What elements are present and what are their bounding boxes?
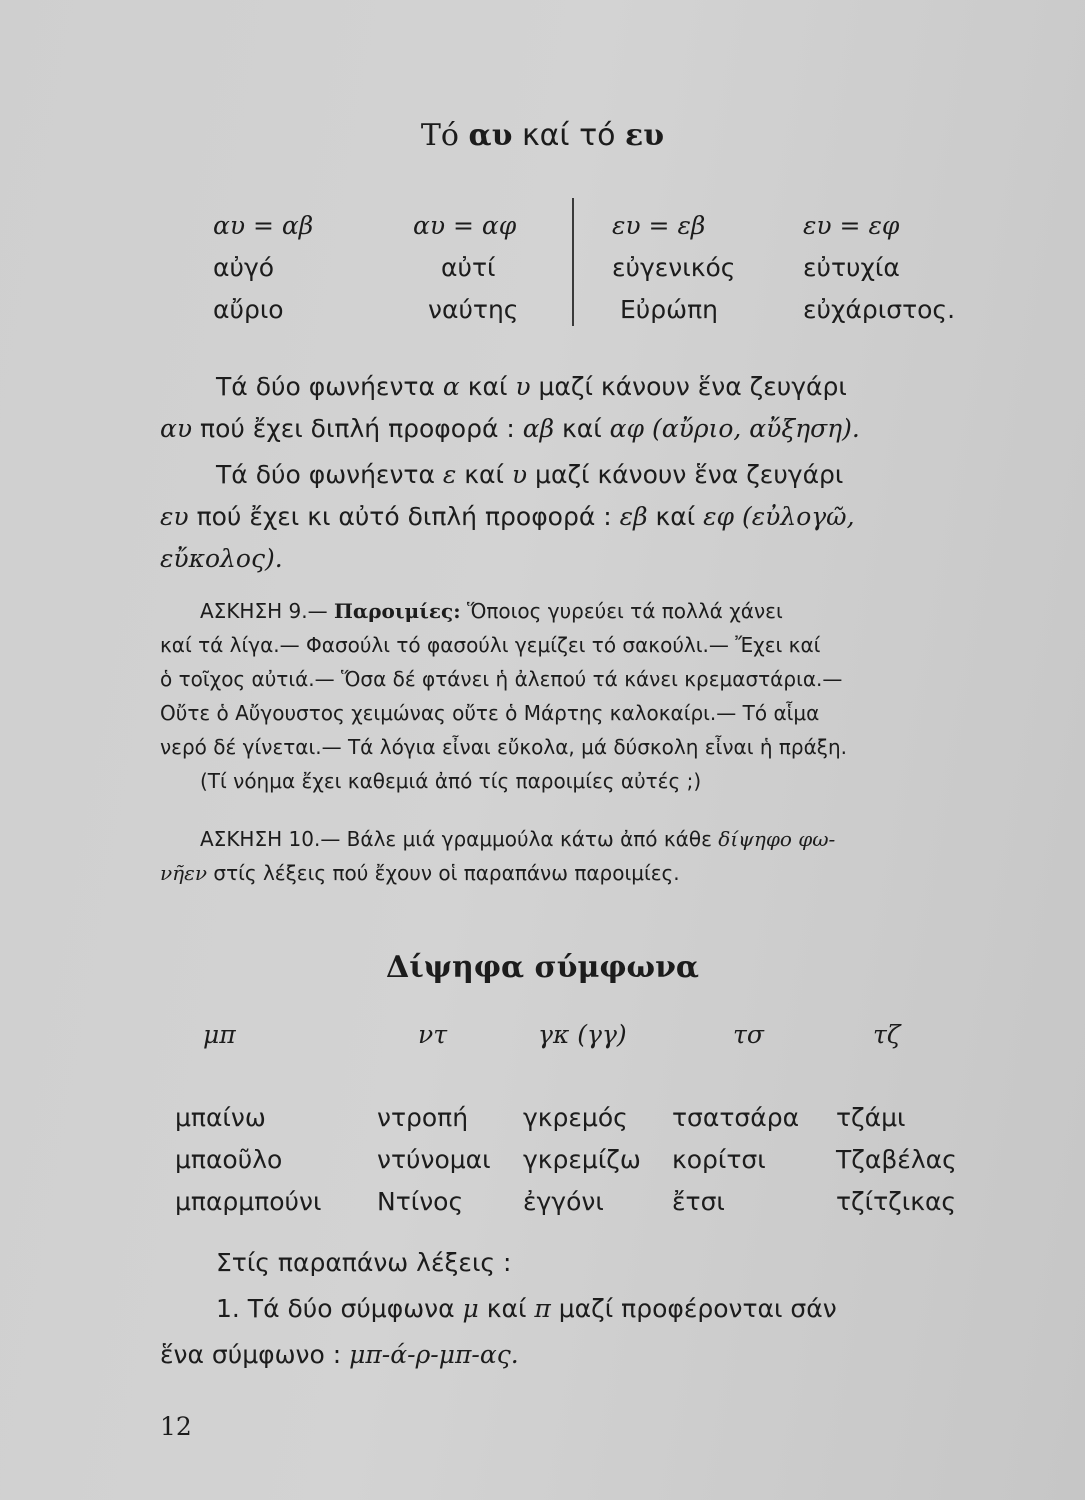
digraph-head-gk: γκ (γγ) — [538, 1020, 627, 1049]
section-title-digraphs: Δίψηφα σύμφωνα — [385, 950, 700, 985]
section-title-au-eu: Τό αυ καί τό ευ — [420, 118, 665, 153]
paragraph-eu: Τά δύο φωνήεντα ε καί υ μαζί κάνουν ἕνα ζευγάρι ευ πού ἔχει κι αὐτό διπλή προφορά : εβ καί εφ (εὐλογῶ, εὔκολος). — [160, 460, 855, 573]
digraph-words-tz: τζάμι Τζαβέλας τζίτζικας — [836, 1103, 957, 1216]
exercise-10: ΑΣΚΗΣΗ 10.— Βάλε μιά γραμμούλα κάτω ἀπό κάθε δίψηφο φω- νῆεν στίς λέξεις πού ἔχουν οἱ παραπάνω παροιμίες. — [160, 827, 836, 885]
paragraph-au: Τά δύο φωνήεντα α καί υ μαζί κάνουν ἕνα ζευγάρι αυ πού ἔχει διπλή προφορά : αβ καί αφ (αὔριο, αὔξηση). — [160, 372, 860, 443]
column-au-ab: αυ = αβ αὐγό αὔριο — [213, 211, 314, 324]
digraph-words-gk: γκρεμός γκρεμίζω ἐγγόνι — [523, 1103, 641, 1216]
digraph-words-mp: μπαίνω μπαοῦλο μπαρμπούνι — [175, 1103, 322, 1216]
title-au: αυ — [468, 118, 513, 153]
digraph-head-mp: μπ — [203, 1020, 236, 1049]
title-eu: ευ — [625, 118, 665, 153]
digraph-head-nt: ντ — [418, 1020, 448, 1049]
digraph-words-nt: ντροπή ντύνομαι Ντίνος — [377, 1103, 491, 1216]
digraph-head-ts: τσ — [733, 1020, 764, 1049]
column-au-af: αυ = αφ αὐτί ναύτης — [413, 211, 519, 324]
exercise-9: ΑΣΚΗΣΗ 9.— Παροιμίες: Ὅποιος γυρεύει τά πολλά χάνει καί τά λίγα.— Φασούλι τό φασούλι γεμίζει τό σακούλι.— Ἔχει καί ὁ τοῖχος αὐτιά.— Ὅσα δέ φτάνει ἡ ἀλεπού τά κάνει κρεμαστάρια.— Οὔτε ὁ Αὔγουστος χειμώνας οὔτε ὁ Μάρτης καλοκαίρι.— Τό αἷμα νερό δέ γίνεται.— Τά λόγια εἶναι εὔκολα, μά δύσκολη εἶναι ἡ πράξη. (Τί νόημα ἔχει καθεμιά ἀπό τίς παροιμίες αὐτές ;) — [160, 599, 847, 793]
digraph-words-ts: τσατσάρα κορίτσι ἔτσι — [672, 1103, 800, 1216]
page-number: 12 — [160, 1412, 192, 1441]
column-eu-ev: ευ = εβ εὐγενικός Εὐρώπη — [612, 211, 736, 324]
column-divider — [572, 198, 574, 326]
exercise-9-label: ΑΣΚΗΣΗ 9.— — [200, 599, 334, 623]
digraph-head-tz: τζ — [873, 1020, 901, 1049]
column-eu-ef: ευ = εφ εὐτυχία εὐχάριστος. — [803, 211, 956, 324]
bottom-paragraph: Στίς παραπάνω λέξεις : 1. Τά δύο σύμφωνα μ καί π μαζί προφέρονται σάν ἕνα σύμφωνο : μπ-ά-ρ-μπ-ας. — [160, 1248, 837, 1369]
exercise-10-label: ΑΣΚΗΣΗ 10.— — [200, 827, 347, 851]
